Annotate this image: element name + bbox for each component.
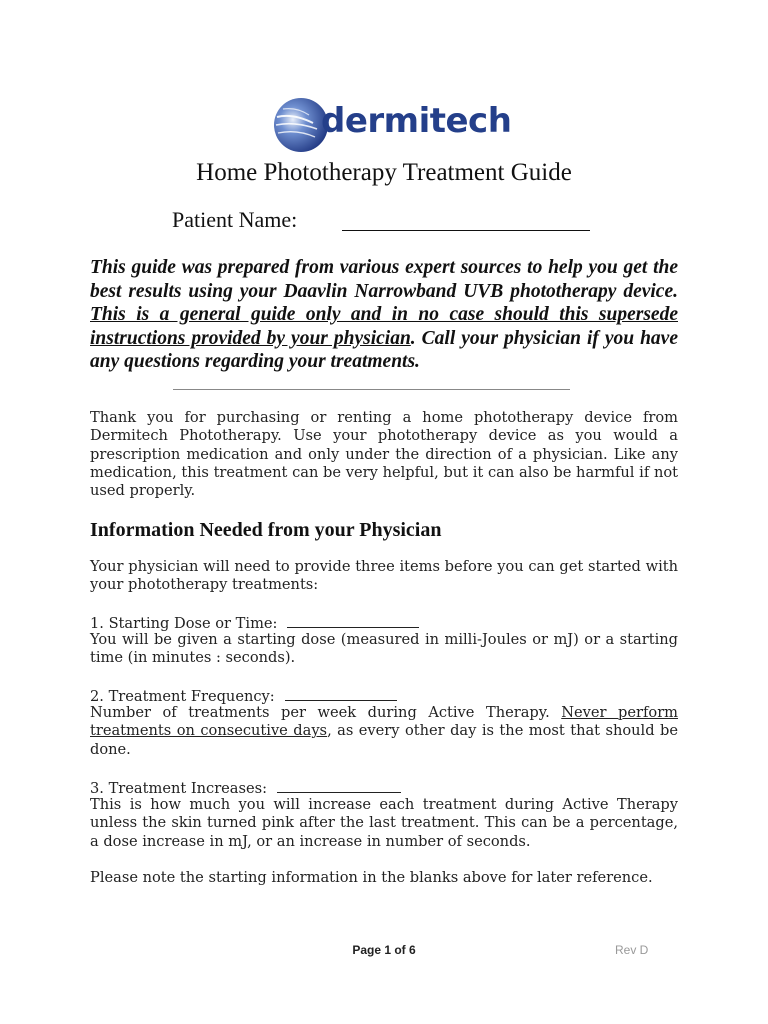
item-3-label: 3. Treatment Increases: <box>90 780 268 797</box>
item-1-blank <box>287 613 419 628</box>
item-1-label: 1. Starting Dose or Time: <box>90 615 278 632</box>
item-2-text-underlined: Never perform treatments on consecutive days <box>90 704 679 740</box>
revision-label: Rev D <box>615 943 649 957</box>
logo-wordmark: dermitech <box>321 101 512 141</box>
page-title: Home Phototherapy Treatment Guide <box>196 159 572 186</box>
item-3-blank <box>277 778 401 793</box>
patient-name-blank <box>342 230 590 231</box>
intro-underlined-note: This is a general guide only and in no case should this supersede instructions provided by your physician <box>90 304 678 349</box>
item-2-label: 2. Treatment Frequency: <box>90 688 275 705</box>
intro-part1: This guide was prepared from various expert sources to help you get the best results using your Daavlin Narrowband UVB phototherapy device. <box>90 257 678 302</box>
item-1-text: You will be given a starting dose (measured in milli-Joules or mJ) or a starting time (in minutes : seconds). <box>90 631 678 667</box>
item-2-text-after: , as every other day is the most that should be done. <box>90 722 678 758</box>
intro-paragraph: Thank you for purchasing or renting a home phototherapy device from Dermitech Phototherapy. Use your phototherapy device as you would a prescription medication and only under the direction of a physician. Like any medication, this treatment can be very helpful, but it can also be harmful if not used properly. <box>90 409 678 500</box>
intro-disclaimer <box>90 256 678 374</box>
divider <box>173 389 570 390</box>
reference-note: Please note the starting information in the blanks above for later reference. <box>90 869 653 886</box>
item-3-text: This is how much you will increase each treatment during Active Therapy unless the skin turned pink after the last treatment. This can be a percentage, a dose increase in mJ, or an increase in number of seconds. <box>90 796 678 850</box>
item-2-text <box>90 704 678 759</box>
item-2-blank <box>285 686 397 701</box>
page-number: Page 1 of 6 <box>352 943 416 957</box>
item-2-text-before: Number of treatments per week during Active Therapy. <box>90 704 562 721</box>
section-heading: Information Needed from your Physician <box>90 519 442 541</box>
patient-name-label: Patient Name: <box>172 207 298 232</box>
logo-swirl-icon <box>273 95 327 155</box>
dermitech-logo <box>273 95 512 155</box>
physician-paragraph: Your physician will need to provide three items before you can get started with your phototherapy treatments: <box>90 558 678 594</box>
intro-part3: . Call your physician if you have any questions regarding your treatments. <box>90 327 678 372</box>
